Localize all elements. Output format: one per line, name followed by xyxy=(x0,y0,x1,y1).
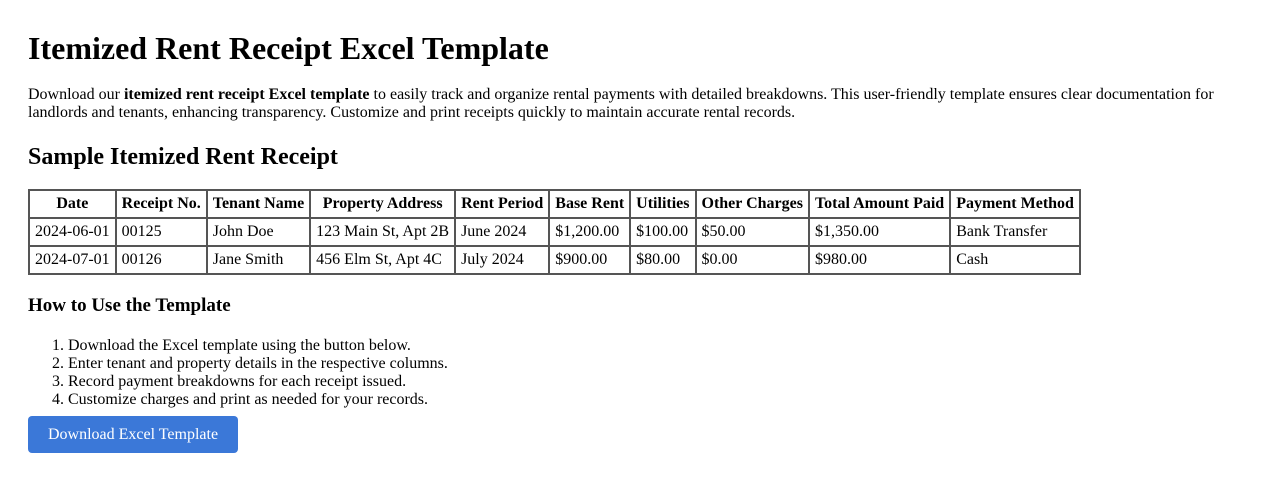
cell-receipt-no: 00125 xyxy=(116,218,207,246)
cell-date: 2024-07-01 xyxy=(29,246,116,274)
intro-suffix: to easily track and organize rental payments with detailed breakdowns. This user-friendly template ensures clear documentation for landlords and tenants, enhancing transparency. Customize and print receipts quickly to maintain accurate rental records. xyxy=(28,86,1214,121)
cell-tenant-name: Jane Smith xyxy=(207,246,310,274)
sample-heading: Sample Itemized Rent Receipt xyxy=(28,144,338,170)
intro-bold: itemized rent receipt Excel template xyxy=(123,86,370,103)
header-receipt-no: Receipt No. xyxy=(116,190,207,218)
cell-property-address: 123 Main St, Apt 2B xyxy=(310,218,455,246)
cell-rent-period: July 2024 xyxy=(455,246,549,274)
header-property-address: Property Address xyxy=(310,190,455,218)
header-payment-method: Payment Method xyxy=(950,190,1080,218)
table-row xyxy=(29,218,1080,246)
table-row xyxy=(29,246,1080,274)
cell-base-rent: $900.00 xyxy=(549,246,630,274)
cell-payment-method: Bank Transfer xyxy=(950,218,1080,246)
list-item: 1. Download the Excel template using the button below. xyxy=(68,337,1250,355)
cell-tenant-name: John Doe xyxy=(207,218,310,246)
header-tenant-name: Tenant Name xyxy=(207,190,310,218)
cell-total-amount-paid: $1,350.00 xyxy=(809,218,950,246)
cell-other-charges: $0.00 xyxy=(696,246,809,274)
howto-heading: How to Use the Template xyxy=(28,295,231,316)
download-excel-template-button[interactable]: Download Excel Template xyxy=(28,416,238,453)
howto-steps-list xyxy=(28,337,1250,409)
cell-receipt-no: 00126 xyxy=(116,246,207,274)
header-base-rent: Base Rent xyxy=(549,190,630,218)
header-other-charges: Other Charges xyxy=(696,190,809,218)
header-total-amount-paid: Total Amount Paid xyxy=(809,190,950,218)
intro-paragraph xyxy=(28,86,1238,122)
cell-utilities: $80.00 xyxy=(630,246,695,274)
cell-base-rent: $1,200.00 xyxy=(549,218,630,246)
header-rent-period: Rent Period xyxy=(455,190,549,218)
cell-date: 2024-06-01 xyxy=(29,218,116,246)
cell-utilities: $100.00 xyxy=(630,218,695,246)
receipt-table xyxy=(28,189,1081,275)
list-item: 4. Customize charges and print as needed for your records. xyxy=(68,391,1250,409)
intro-prefix: Download our xyxy=(28,86,124,103)
list-item: 2. Enter tenant and property details in the respective columns. xyxy=(68,355,1250,373)
table-header-row xyxy=(29,190,1080,218)
cell-rent-period: June 2024 xyxy=(455,218,549,246)
cell-other-charges: $50.00 xyxy=(696,218,809,246)
page-title: Itemized Rent Receipt Excel Template xyxy=(28,30,549,66)
cell-payment-method: Cash xyxy=(950,246,1080,274)
cell-property-address: 456 Elm St, Apt 4C xyxy=(310,246,455,274)
cell-total-amount-paid: $980.00 xyxy=(809,246,950,274)
header-utilities: Utilities xyxy=(630,190,695,218)
header-date: Date xyxy=(29,190,116,218)
list-item: 3. Record payment breakdowns for each receipt issued. xyxy=(68,373,1250,391)
